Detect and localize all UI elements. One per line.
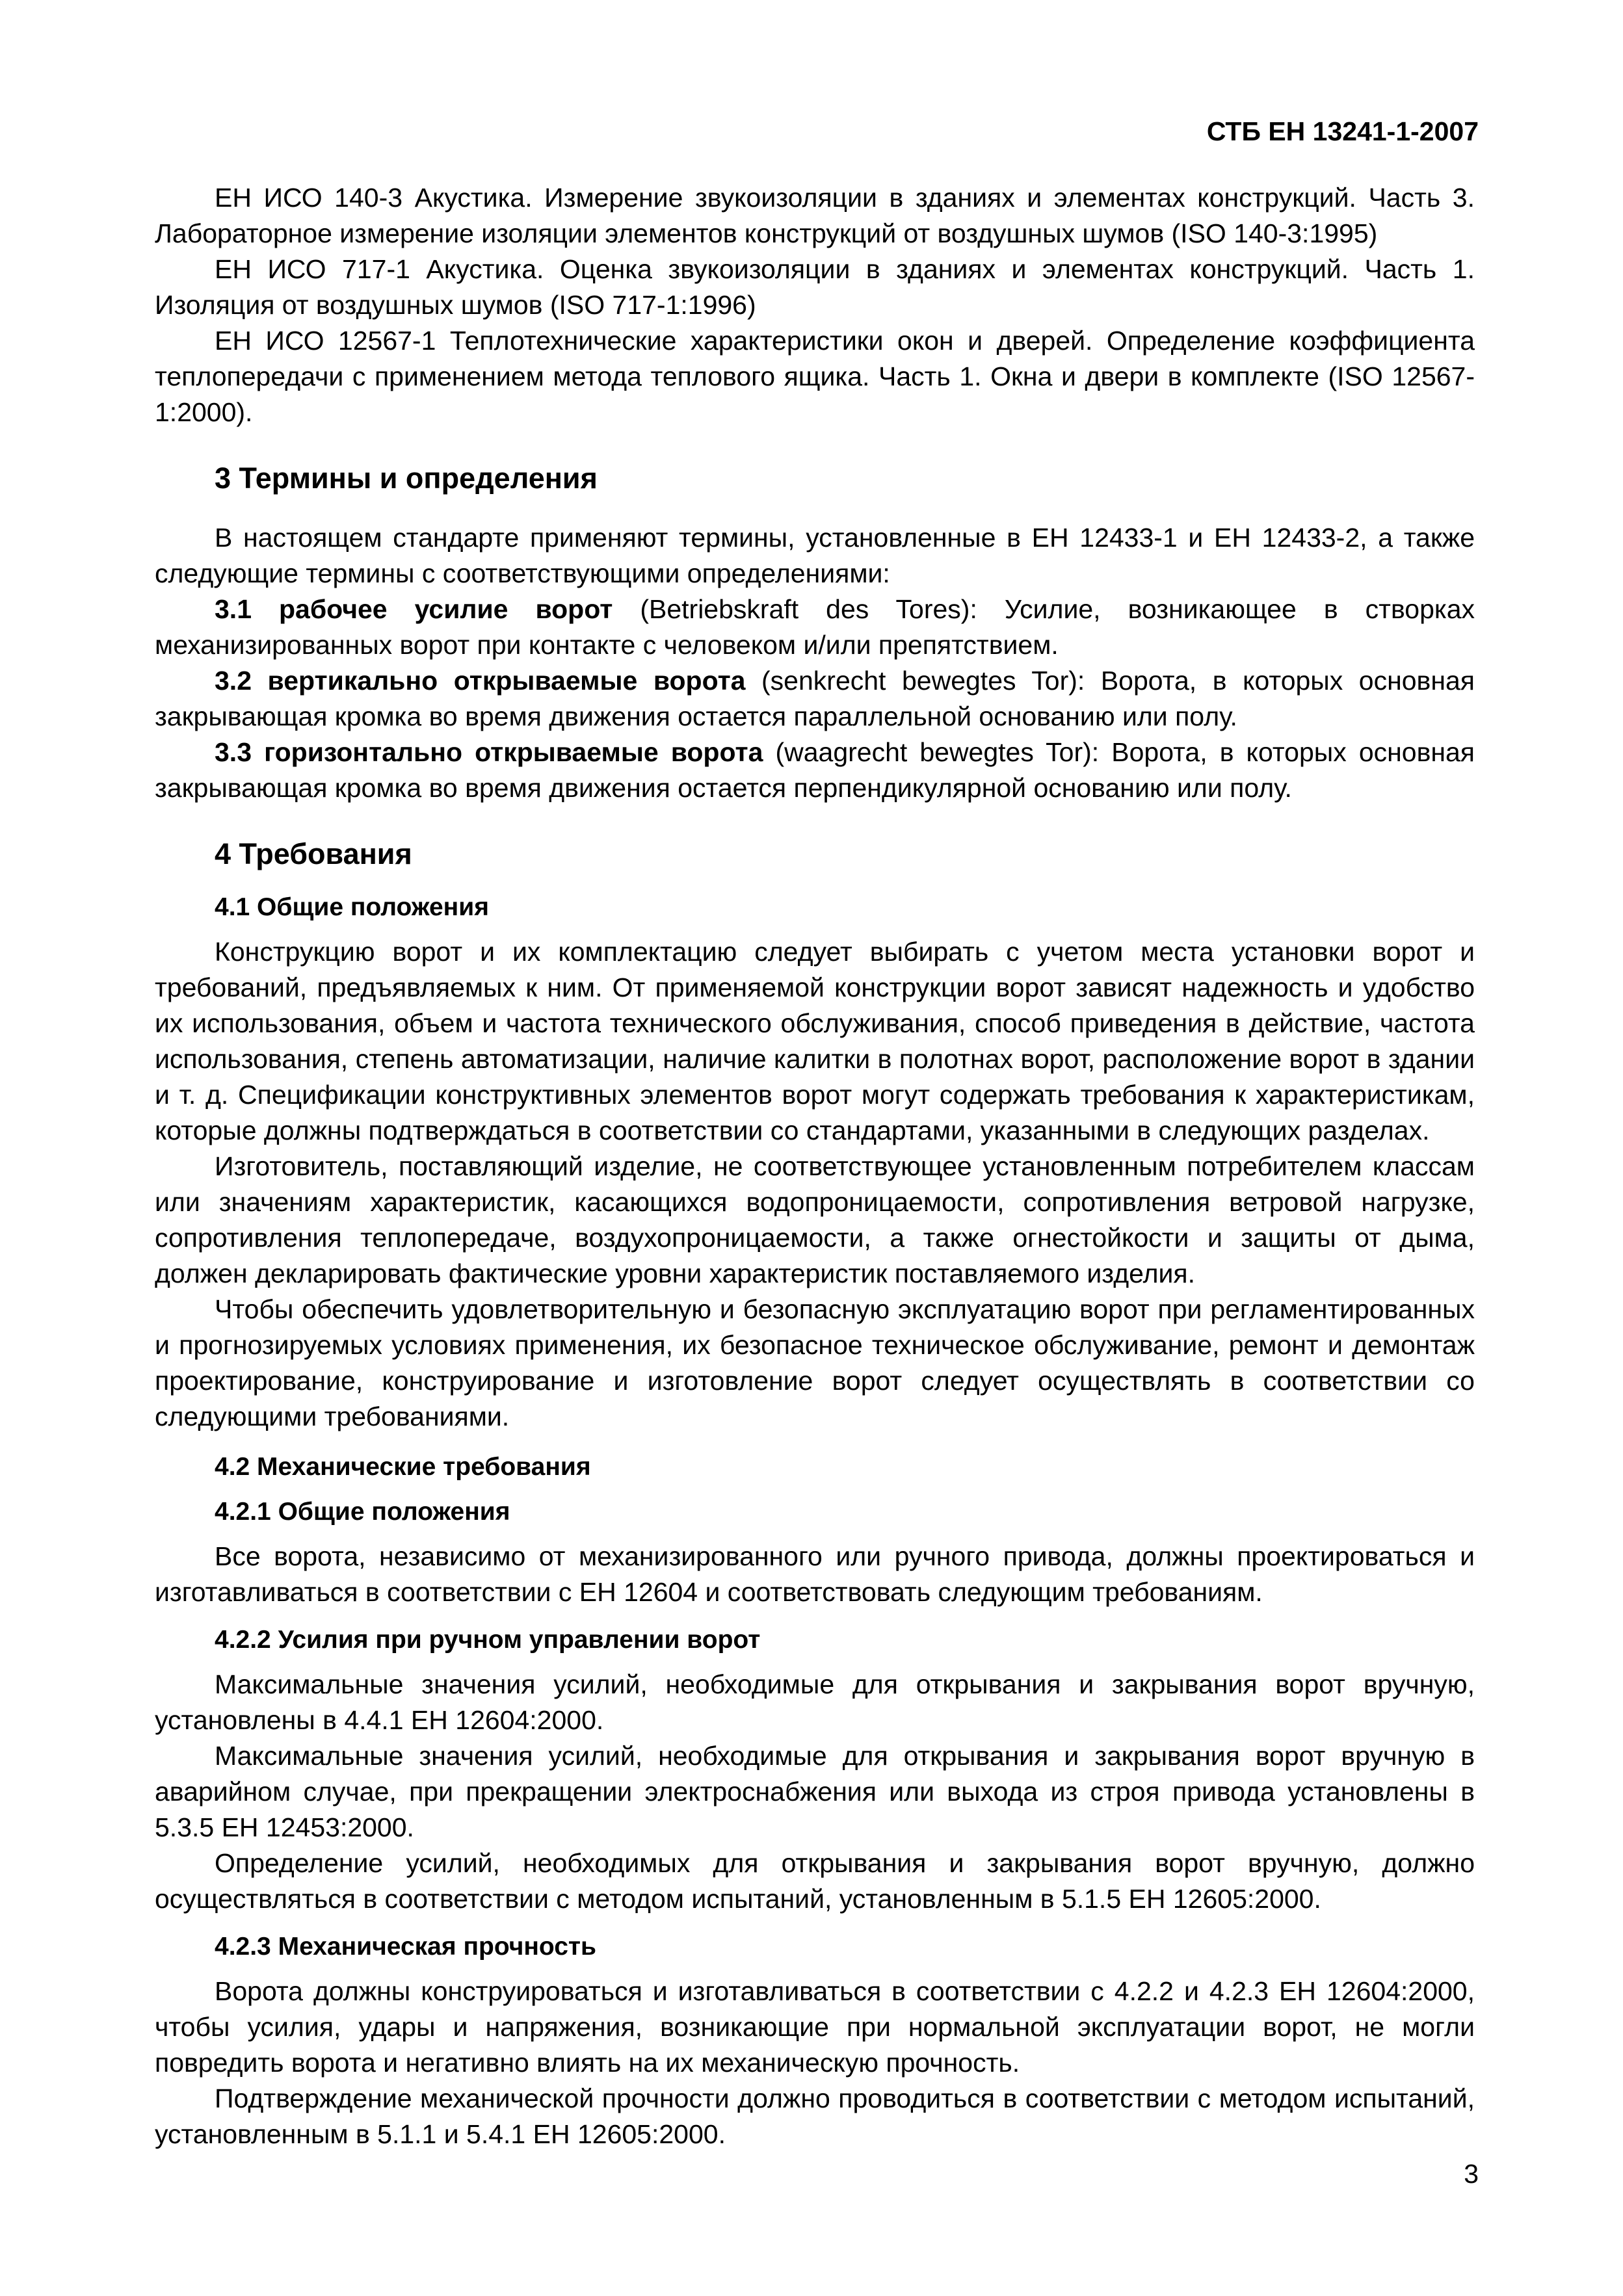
reference-iso-717-1: ЕН ИСО 717-1 Акустика. Оценка звукоизоляции в зданиях и элементах конструкций. Часть 1. Изоляция от воздушных шумов (ISO 717-1:1996) <box>155 254 1475 320</box>
section-4-2-3-heading: 4.2.3 Механическая прочность <box>215 1933 596 1961</box>
term-3-3-name: 3.3 горизонтально открываемые ворота <box>215 737 763 767</box>
term-3-2-name: 3.2 вертикально открываемые ворота <box>215 666 746 696</box>
section-4-2-2-paragraph: Максимальные значения усилий, необходимые для открывания и закрывания ворот вручную, установлены в 4.4.1 ЕН 12604:2000. <box>155 1669 1475 1735</box>
term-3-2-text: (senkrecht bewegtes Tor): Ворота, в которых основная закрывающая кромка во время движения остается параллельной основанию или полу. <box>155 666 1475 731</box>
section-4-1-heading: 4.1 Общие положения <box>215 893 489 921</box>
page-number: 3 <box>1464 2159 1479 2189</box>
term-3-3 <box>155 735 1475 806</box>
section-3-intro: В настоящем стандарте применяют термины, установленные в ЕН 12433-1 и ЕН 12433-2, а также следующие термины с соответствующими определениями: <box>155 523 1475 588</box>
term-3-1-name: 3.1 рабочее усилие ворот <box>215 594 613 624</box>
section-4-2-1-paragraph: Все ворота, независимо от механизированного или ручного привода, должны проектироваться и изготавливаться в соответствии с ЕН 12604 и соответствовать следующим требованиям. <box>155 1541 1475 1607</box>
section-4-heading: 4 Требования <box>215 837 412 870</box>
section-4-2-heading: 4.2 Механические требования <box>215 1453 591 1481</box>
section-4-2-1-heading: 4.2.1 Общие положения <box>215 1498 510 1526</box>
section-4-1-paragraph: Изготовитель, поставляющий изделие, не соответствующее установленным потребителем классам или значениям характеристик, касающихся водопроницаемости, сопротивления ветровой нагрузке, сопротивления теплопередаче, воздухопроницаемости, а также огнестойкости и защиты от дыма, должен декларировать фактические уровни характеристик поставляемого изделия. <box>155 1151 1475 1288</box>
term-3-2 <box>155 663 1475 735</box>
section-4-2-3-paragraph: Ворота должны конструироваться и изготавливаться в соответствии с 4.2.2 и 4.2.3 ЕН 12604:2000, чтобы усилия, удары и напряжения, возникающие при нормальной эксплуатации ворот, не могли повредить ворота и негативно влиять на их механическую прочность. <box>155 1976 1475 2078</box>
section-4-2-2-paragraph: Максимальные значения усилий, необходимые для открывания и закрывания ворот вручную в аварийном случае, при прекращении электроснабжения или выхода из строя привода установлены в 5.3.5 ЕН 12453:2000. <box>155 1741 1475 1842</box>
term-3-1 <box>155 592 1475 663</box>
section-4-2-2-paragraph: Определение усилий, необходимых для открывания и закрывания ворот вручную, должно осуществляться в соответствии с методом испытаний, установленным в 5.1.5 ЕН 12605:2000. <box>155 1848 1475 1914</box>
term-3-3-text: (waagrecht bewegtes Tor): Ворота, в которых основная закрывающая кромка во время движения остается перпендикулярной основанию или полу. <box>155 737 1475 803</box>
section-4-2-3-paragraph: Подтверждение механической прочности должно проводиться в соответствии с методом испытаний, установленным в 5.1.1 и 5.4.1 ЕН 12605:2000. <box>155 2083 1475 2149</box>
document-id: СТБ ЕН 13241-1-2007 <box>1206 116 1479 146</box>
reference-iso-140-3: ЕН ИСО 140-3 Акустика. Измерение звукоизоляции в зданиях и элементах конструкций. Часть 3. Лабораторное измерение изоляции элементов конструкций от воздушных шумов (ISO 140-3:1995) <box>155 183 1475 248</box>
term-3-1-text: (Betriebskraft des Tores): Усилие, возникающее в створках механизированных ворот при контакте с человеком и/или препятствием. <box>155 594 1475 660</box>
reference-iso-12567-1: ЕН ИСО 12567-1 Теплотехнические характеристики окон и дверей. Определение коэффициента теплопередачи с применением метода теплового ящика. Часть 1. Окна и двери в комплекте (ISO 12567-1:2000). <box>155 326 1475 427</box>
section-4-1-paragraph: Конструкцию ворот и их комплектацию следует выбирать с учетом места установки ворот и требований, предъявляемых к ним. От применяемой конструкции ворот зависят надежность и удобство их использования, объем и частота технического обслуживания, способ приведения в действие, частота использования, степень автоматизации, наличие калитки в полотнах ворот, расположение ворот в здании и т. д. Спецификации конструктивных элементов ворот могут содержать требования к характеристикам, которые должны подтверждаться в соответствии со стандартами, указанными в следующих разделах. <box>155 937 1475 1145</box>
section-4-2-2-heading: 4.2.2 Усилия при ручном управлении ворот <box>215 1626 761 1654</box>
page-content <box>155 180 1475 2152</box>
section-4-1-paragraph: Чтобы обеспечить удовлетворительную и безопасную эксплуатацию ворот при регламентированных и прогнозируемых условиях применения, их безопасное техническое обслуживание, ремонт и демонтаж проектирование, конструирование и изготовление ворот следует осуществлять в соответствии со следующими требованиями. <box>155 1294 1475 1431</box>
section-3-heading: 3 Термины и определения <box>215 462 598 495</box>
